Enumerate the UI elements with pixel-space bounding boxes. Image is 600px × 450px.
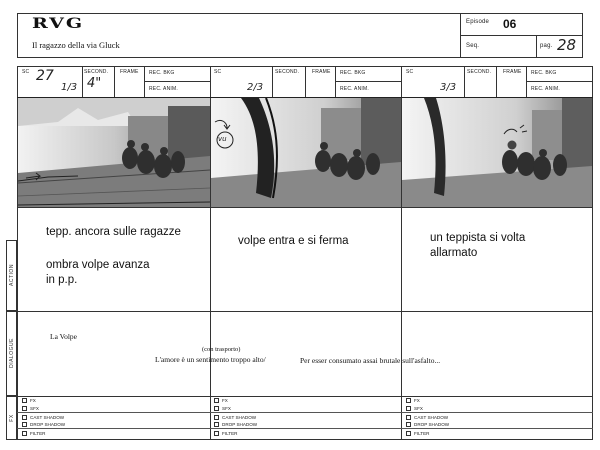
p2-fx-sep-1 xyxy=(210,412,401,413)
p1-frame-label: FRAME xyxy=(120,69,139,75)
side-label-action: ACTION xyxy=(9,264,15,286)
page-value: 28 xyxy=(557,36,577,54)
checkbox-icon[interactable] xyxy=(22,415,27,420)
p2-recanim-label: REC. ANIM. xyxy=(340,86,369,92)
p1-fx-row[interactable]: FX xyxy=(22,398,36,403)
p3-sfx-row[interactable]: SFX xyxy=(406,406,423,411)
p1-col-second xyxy=(114,66,115,97)
side-label-fx: FX xyxy=(9,414,15,422)
p3-second-label: SECOND. xyxy=(467,69,492,75)
checkbox-icon[interactable] xyxy=(22,398,27,403)
p1-recanim-label: REC. ANIM. xyxy=(149,86,178,92)
p1-drop-shadow-row[interactable]: DROP SHADOW xyxy=(22,422,65,427)
p2-sc-fraction: 2/3 xyxy=(247,82,264,93)
checkbox-icon[interactable] xyxy=(406,431,411,436)
checkbox-icon[interactable] xyxy=(214,422,219,427)
p1-sc-label: SC xyxy=(22,69,30,75)
page-label: pag. xyxy=(540,43,553,49)
p2-col-second xyxy=(305,66,306,97)
p1-sc-fraction: 1/3 xyxy=(61,82,78,93)
p3-fx-row[interactable]: FX xyxy=(406,398,420,403)
side-label-dialogue: DIALOGUE xyxy=(9,338,15,368)
p2-filter-row[interactable]: FILTER xyxy=(214,431,237,436)
p3-cast-shadow-row[interactable]: CAST SHADOW xyxy=(406,415,448,420)
p2-action-line-1: volpe entra e si ferma xyxy=(238,235,349,247)
panel-2-sketch xyxy=(211,98,401,207)
dialogue-line-1: L'amore è un sentimento troppo alto/ xyxy=(155,355,266,364)
panel-3-sketch xyxy=(402,98,592,207)
p2-second-label: SECOND. xyxy=(275,69,300,75)
p3-frame-label: FRAME xyxy=(503,69,522,75)
dialogue-bottom-line xyxy=(17,396,593,397)
p2-sc-label: SC xyxy=(214,69,222,75)
p3-filter-row[interactable]: FILTER xyxy=(406,431,429,436)
p1-sc-number: 27 xyxy=(36,68,54,84)
p2-rec-split xyxy=(335,81,401,82)
p1-recbkg-label: REC. BKG xyxy=(149,70,175,76)
dialogue-line-2: Per esser consumato assai brutale sull'asfalto... xyxy=(300,356,441,365)
p1-second-label: SECOND. xyxy=(84,69,109,75)
p3-fx-sep-2 xyxy=(401,428,593,429)
action-bottom-line xyxy=(17,311,593,312)
dialogue-character: La Volpe xyxy=(50,332,78,341)
checkbox-icon[interactable] xyxy=(214,431,219,436)
p3-rec-split xyxy=(526,81,593,82)
p1-seconds: 4" xyxy=(87,76,102,91)
p2-recbkg-label: REC. BKG xyxy=(340,70,366,76)
checkbox-icon[interactable] xyxy=(406,415,411,420)
p2-drop-shadow-row[interactable]: DROP SHADOW xyxy=(214,422,257,427)
checkbox-icon[interactable] xyxy=(406,406,411,411)
checkbox-icon[interactable] xyxy=(214,406,219,411)
p3-recbkg-label: REC. BKG xyxy=(531,70,557,76)
p2-fx-sep-2 xyxy=(210,428,401,429)
p2-camera-note: vu xyxy=(218,135,227,143)
p1-fx-sep-1 xyxy=(17,412,210,413)
p1-cast-shadow-row[interactable]: CAST SHADOW xyxy=(22,415,64,420)
checkbox-icon[interactable] xyxy=(406,398,411,403)
p1-col-sc xyxy=(82,66,83,97)
seq-label: Seq. xyxy=(466,43,480,49)
margin-divider xyxy=(17,240,18,440)
checkbox-icon[interactable] xyxy=(406,422,411,427)
checkbox-icon[interactable] xyxy=(214,415,219,420)
p2-sfx-row[interactable]: SFX xyxy=(214,406,231,411)
p1-rec-split xyxy=(144,81,210,82)
p3-action-line-1: un teppista si volta xyxy=(430,232,526,244)
p3-sc-fraction: 3/3 xyxy=(440,82,457,93)
checkbox-icon[interactable] xyxy=(214,398,219,403)
p3-col-second xyxy=(496,66,497,97)
p1-fx-sep-2 xyxy=(17,428,210,429)
p2-fx-row[interactable]: FX xyxy=(214,398,228,403)
checkbox-icon[interactable] xyxy=(22,422,27,427)
p1-action-line-2: ombra volpe avanza xyxy=(46,259,150,271)
p3-action-line-2: allarmato xyxy=(430,247,478,259)
series-title: Il ragazzo della via Gluck xyxy=(32,40,120,50)
episode-label: Episode xyxy=(466,19,490,25)
p2-col-sc xyxy=(272,66,273,97)
p1-filter-row[interactable]: FILTER xyxy=(22,431,45,436)
episode-value: 06 xyxy=(503,17,517,31)
p3-recanim-label: REC. ANIM. xyxy=(531,86,560,92)
p3-col-sc xyxy=(464,66,465,97)
p2-cast-shadow-row[interactable]: CAST SHADOW xyxy=(214,415,256,420)
dialogue-direction: (con trasporto) xyxy=(202,346,241,353)
p1-action-line-3: in p.p. xyxy=(46,274,78,286)
header-page-divider xyxy=(536,35,537,58)
image-bottom-line xyxy=(17,207,593,208)
p1-action-line-1: tepp. ancora sulle ragazze xyxy=(46,226,181,238)
panel-1-sketch xyxy=(18,98,210,207)
p3-sc-label: SC xyxy=(406,69,414,75)
checkbox-icon[interactable] xyxy=(22,431,27,436)
logo: RVG xyxy=(32,15,85,32)
p3-drop-shadow-row[interactable]: DROP SHADOW xyxy=(406,422,449,427)
p1-sfx-row[interactable]: SFX xyxy=(22,406,39,411)
checkbox-icon[interactable] xyxy=(22,406,27,411)
p3-fx-sep-1 xyxy=(401,412,593,413)
p2-frame-label: FRAME xyxy=(312,69,331,75)
